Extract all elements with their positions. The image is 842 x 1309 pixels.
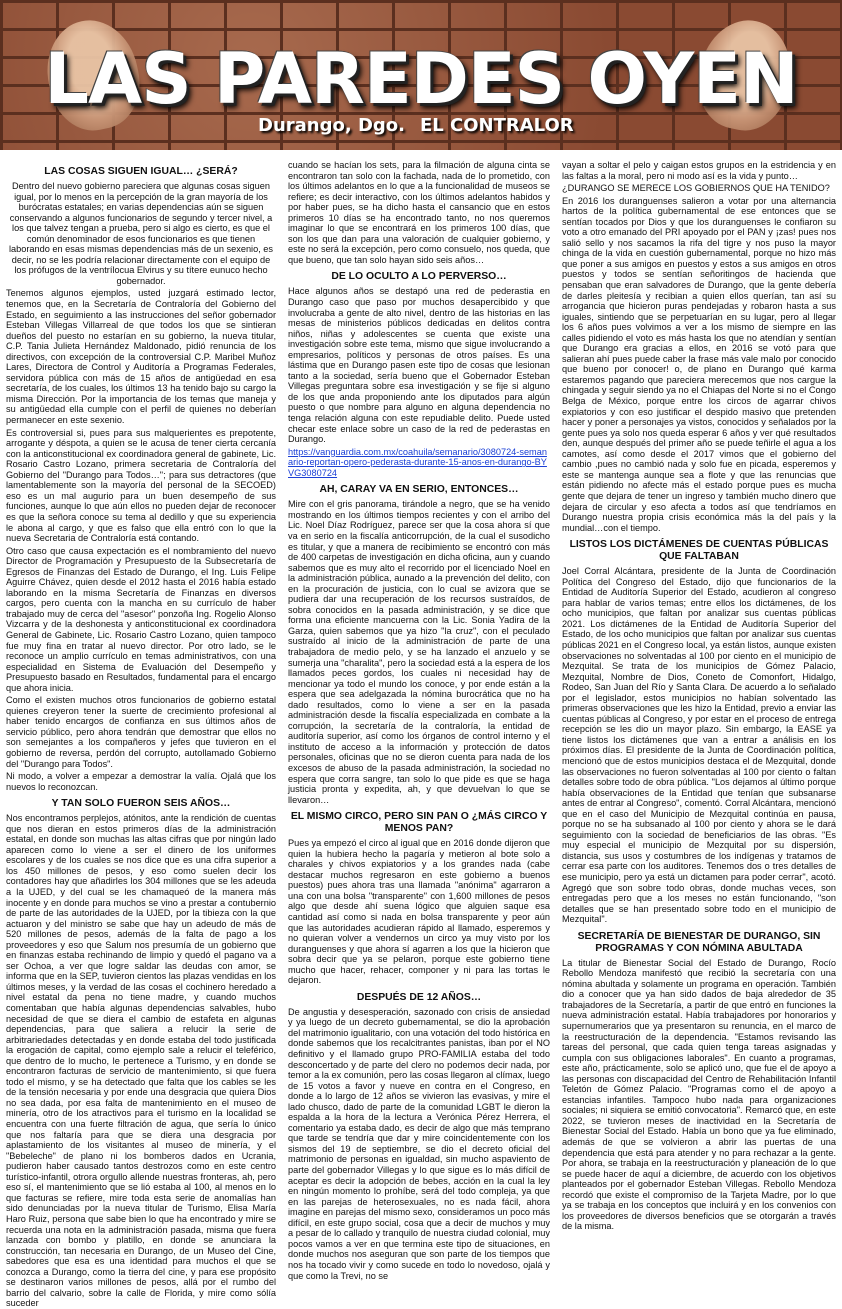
paragraph: Tenemos algunos ejemplos, usted juzgará estimado lector, tenemos que, en la Secretaría de Contraloría del Gobierno del Estado, en seguimiento a las instrucciones del señor gobernador Esteban Villegas Villarreal de que todos los que se sintieran dueños del puesto no estarían en su gobierno, la nueva titular, C.P. Tania Julieta Hernández Maldonado, pidió renuncia de los directivos, con excepción de la controversial C.P. Maribel Muñoz Lares, Directora de Control y Auditoría a Programas Federales, servidora pública con más de 15 años de antigüedad en esa secretaría, de los cuales, los últimos 13 ha tenido bajo su cargo la misma Dirección. Por la importancia de los temas que maneja y su antigüedad ella cumple con el perfil de quienes no deberían permanecer en este sexenio. bbox=[6, 288, 276, 426]
paragraph: Joel Corral Alcántara, presidente de la Junta de Coordinación Política del Congreso del Estado, dijo que funcionarios de la Entidad de Auditoría Superior del Estado, acudieron al congreso para hablar de varios temas; entre ellos los dictámenes, de los ocho municipios, que faltan por analizar sus cuentas públicas 2021. Los dictámenes de la Entidad de Auditoría Superior del Estado, de los ocho municipios que faltan por analizar sus cuentas públicas 2021 en el Congreso local, ya están listos, aunque existen observaciones no solventadas al 100 por ciento en el municipio de Mezquital. Se trata de los municipios de Gómez Palacio, Mezquital, Nombre de Dios, Coneto de Comonfort, Hidalgo, Rodeo, San Juan del Río y Santa Clara. De acuerdo a lo señalado por el legislador, estos municipios no habían solventado las primeras observaciones que les hizo la Entidad, previo a enviar las cuentas públicas al Congreso, y por estar en el proceso de entrega recepción se les dio un mayor plazo. Sin embargo, la EASE ya tiene listos los dictámenes que van a entrar a análisis en los próximos días. El presidente de la Junta de Coordinación política, mencionó que de estos municipios destaca el de Mezquital, donde las observaciones no fueron solventadas al 100 por ciento o faltan detalles sobre todo de obra pública. "Los dejamos al último porque había observaciones de la Entidad que tenían que subsanarse antes de entrar al Congreso", comentó. Corral Alcántara, mencionó que en el caso del Municipio de Mezquital continúa en pausa, porque no se ha subsanado al 100 por ciento y ahora se le dará seguimiento con la sociedad de beneficiarios de las obras. "Es muy especial el municipio de Mezquital por su dispersión, distancia, sus usos y costumbres de los indígenas y tratamos de cerrar esa parte con los auditores. Tenemos dos o tres detalles de ese municipio, pero ya está un dictamen para poder cerrar", acotó. Agregó que son sobre todo obras, donde muchas veces, son entregadas pero que a los meses no están funcionando, "son detalles que se han presentado sobre todo en el municipio de Mezquital". bbox=[562, 566, 836, 925]
section-heading: LISTOS LOS DICTÁMENES DE CUENTAS PÚBLICAS QUE FALTABAN bbox=[569, 539, 829, 563]
paragraph: Como el existen muchos otros funcionarios de gobierno estatal quienes creyeron tener la suerte de crecimiento profesional al haber tenido encargos de confianza en sus últimos años de servicio público, pero ahora tendrán que demostrar que ellos no son semejantes a los compañeros y jefes que tuvieron en el gobierno de reversa, perdón del corrupto, autollamado Gobierno del "Durango para Todos". bbox=[6, 695, 276, 769]
paragraph: En 2016 los duranguenses salieron a votar por una alternancia hartos de la política gubernamental de ese entonces que se sentían tocados por Dios y que los duranguenses le confiaron su voto a otro emanado del PRI apoyado por el PAN y ¡zas! pues nos salió sello y nos sacamos la rifa del tigre y nos puso la mayor chinga de la vida en cuestión gubernamental, porque no hizo más que poner a sus amigos en puestos y estos a sus amigos en otros puestos y todos se sentían señoritingos de hacienda que pensaban que eran salvadores de Durango, que la gente debería de darles pleitesía y recibian a quien ellos querían, tan así su arrogancia que hicieron puras pendejadas y robaron hasta a sus iguales, sintiendo que se perpetuarían en su lugar, pero al llegar los 6 años pues volvimos a ver a los mismo de siempre en las calles pidiendo el voto es más hasta los que no atendían y sentían que Durango era gracias a ellos, en 2016 se votó para que salieran ahí pues puede caber la frase más vale malo por conocido que bueno por conocer! o, de plano en Durango qué karma estaremos pagando que pareciera merecemos que nos cargue la chingada y seguir siendo ya no el Chiapas del Norte si no el Congo Belga de México, porque entre los circos de agarrar chivos expiatorios y con eso justificar el despido masivo que pretenden hacer y poner a personajes ya vistos, conocidos y señalados por la gente pues ya solo nos queda esperar 6 años y ver qué resultados den, aunque después del primer año se puede teñirle el agua a los camotes, así como desde el 2017 vimos que el gobierno del cambio ,pues no cambió nada y solo fue en picada, esperemos y este se mantenga aunque sea a flote y que las renuncias que están pidiendo no afecte más el estado porque pues es mucha gente que dejara de tener un ingreso y también mucho dinero que dejara de circular y eso afecta a todos así que tendríamos en Durango nuestra propia crisis económica más la del país y la mundial…con el tiempo. bbox=[562, 195, 836, 533]
paragraph: La titular de Bienestar Social del Estado de Durango, Rocío Rebollo Mendoza manifestó que recibió la secretaría con una nómina abultada y solamente un programa en operación. También dio a conocer que ya han sido dados de baja alrededor de 35 trabajadores de la Secretaría, a partir de que entró en funciones la nueva administración estatal. Había trabajadores por honorarios y supernumerarios que ya presentaron su renuncia, en el marco de la reestructuración de la dependencia. "Estamos revisando las tareas del personal, que cada quien tenga tareas asignadas y cumpla con sus obligaciones laborales". En cuanto a programas, este año, prácticamente, solo se aplicó uno, que fue el de apoyo a las personas con discapacidad del Centro de Rehabilitación Infantil Teletón de Gómez Palacio. "Programas como el de apoyo a estancias infantiles. Tampoco hubo nada para organizaciones sociales; ni siquiera se emitió convocatoria". Remarcó que, en este 2022, se tuvieron meses de inactividad en la Secretaría de Bienestar Social del Estado. Había un bono que ya fue eliminado, además de que se volvieron a abrir las puertas de una dependencia que está para atender y no para rechazar a la gente. Por ahora, se trabaja en la reestructuración y planeación de lo que se puede hacer de aquí a diciembre, de acuerdo con los objetivos planteados por el gobernador Esteban Villegas. Rebollo Mendoza recordó que existe el compromiso de la Tarjeta Madre, por lo que ya se trabaja en los conceptos que incluirá y en los convenios con los proveedores de diversos beneficios que se otorgarán a través de la misma. bbox=[562, 957, 836, 1232]
author-name: EL CONTRALOR bbox=[420, 115, 574, 136]
section-heading: LAS COSAS SIGUEN IGUAL… ¿SERÁ? bbox=[44, 166, 238, 177]
article-column-1 bbox=[6, 160, 277, 1309]
column-title: LAS PAREDES OYEN bbox=[44, 38, 798, 120]
article-column-2 bbox=[288, 160, 550, 1281]
section-heading: DESPUÉS DE 12 AÑOS… bbox=[356, 991, 482, 1003]
paragraph: Nos encontramos perplejos, atónitos, ante la rendición de cuentas que nos dieran en estos primeros días de la administración estatal, en donde son muchas las altas cifras que por ningún lado aparecen como lo viene a ser el dinero de los uniformes escolares y de los cuales se nos dice que es una cifra superior a los 450 millones de pesos, y eso como suelen decir los contadores hay que añadirles los 304 millones que se les adeuda a la UJED, y del cual se les chamaqueó de la manera más inocente y en donde para muchos se vino a prestar a contubernio de parte de las autoridades de la UJED, por la tibieza con la que actuaron y del ministro se sabe que hay un adeudo de más de 520 millones de pesos, además de la falta de pago a los proveedores y eso que Salum nos presumía de un gobierno que en finanzas estaba rechinando de limpio y quedó el pagano va a ser Ochoa, a ver que logre saldar las deudas con amor, se informa que en la SEP, tuvieron cientos las plazas vendidas en los últimos meses, y la verdad de las cosas el cochinero heredado a nivel estatal da pena no tiene madre, y cuando muchos comentaban que había algunas dependencias salvables, hubo necesidad de que se diera el cambio de estafeta en algunas dependencias, para que saliera a relucir la serie de arbitrariedades detectadas y en donde estaba del todo justificada la erogación de capital, como ejemplo sale a relucir el teleférico, que dentro de lo mucho, le pertenece a Turismo, y en donde se encontraron facturas de servicio de mantenimiento, si que fuera todo el mismo, y se ha detectado que falta que los cables se les de la tensión necesaria y por ende una desgracia que quiera Dios no sea dada, por esa falta de mantenimiento en el museo de minería, otro de los atractivos para el turismo en la localidad se encuentra con una fuerte filtración de agua, que sería lo único que nos faltaría para que se diera una desgracia por aplastamiento de los visitantes al museo de minería, y el "Bebeleche" de plano ni los bomberos dados en Ucrania, pudieron haber causado tantos destrozos como en este centro turístico-infantil, otrora orgullo allende nuestras fronteras, ah, pero eso sí, el mantenimiento que se lió estaba al 100, al menos en lo que facturas se refiere, mire toda esta serie de anomalías han sido denunciadas por la nueva titular de Turismo, Elisa María Haro Ruiz, persona que sabe bien lo que ha encontrado y mire se recuerda una nota en la administración pasada, misma que fuera lanzada con bombo y platillo, en donde se anunciara la construcción, tan necesaria en Durango, de un Museo del Cine, sabedores que esa es una identidad para muchos el que se conozca a Durango, como la tierra del cine, y para ese propósito se destinaron varios millones de pesos, allá por el rumbo del barrio del calvario, sobre la calle de Florida, y mire como sólía suceder bbox=[6, 813, 277, 1309]
paragraph: cuando se hacían los sets, para la filmación de alguna cinta se encontraron tan solo con la fachada, nada de lo prometido, con los últimos adelantos en lo que a la funcionalidad de museos se refiere; es decir interactivo, con los últimos adelantos habidos y por haber pues, se ha dicho hasta el cansancio que en estos primeros 10 días se ha encontrado tanto, no nos queremos imaginar lo que se encontrará en los primeros 100 días, que son los que dan para una valoración de cualquier gobierno, y este no será la excepción, pero como consuelo, nos queda, que que bueno, que tan solo hayan sido seis años… bbox=[288, 160, 550, 265]
paragraph: Otro caso que causa expectación es el nombramiento del nuevo Director de Programación y Presupuesto de la Subsecretaría de Egresos de Finanzas del Estado de Durango, el Ing. Luis Felipe Aguirre Chávez, quien desde el 2012 hasta el 2016 había estado laborando en la misma Secretaría de Finanzas en diversos cargos, pero cuenta con la mancha en su currículo de haber trabajado muy de cerca del "asesor" ponzoña Ing. Rogelio Alonso Vizcarra y de la deshonesta y anticonstitucional ex coordinadora General de Gabinete, Lic. Rosario Castro Lozano, quien tampoco fue muy fina en tratar al nuevo director. Por otro lado, se le reconoce un amplio currículo en temas administrativos, con una especialidad en Sistema de Evaluación del Desempeño y Presupuesto basado en Resultados, fundamental para el encargo que ahora inicia. bbox=[6, 545, 276, 693]
section-heading: DE LO OCULTO A LO PERVERSO… bbox=[331, 271, 507, 283]
section-heading: Y TAN SOLO FUERON SEIS AÑOS… bbox=[51, 798, 231, 810]
paragraph: Mire con el gris panorama, tirándole a negro, que se ha venido mostrando en los últimos tiempos recientes y con el arribo del Lic. Noel Díaz Rodríguez, parece ser que la cosa ahora sí que va en serio en la fiscalía anticorrupción, de la cual el susodicho es titular, y que a manera de recibimiento se encontró con más de 400 carpetas de investigación en dicha oficina, aun y cuando sabemos que es muy alto el recorrido por el licenciado Noel en la administración pública, aunado a la prevención del delito, con en la procuración de justicia, con lo cual se avizora que se pudiera dar una recuperación de los recursos sustraídos, de sobra conocidos en la pasada administración, y se dice que forma una eficiente mancuerna con la Lic. Sonia Yadira de la Garza, quien sabemos que ya hizo "la cruz", con el peculado sustraído al inicio de la administración de parte de una trabajadora de medio pelo, y se ha lanzado el anzuelo y se sumerja una "charalita", pero la sociedad está a la espera de los llamados peces gordos, los cuales ni necesidad hay de mencionar ya todo el mundo los conoce, y por ende están a la espera que sea adelgazada la nómina burocrática que no ha dado resultados, como lo viene a ser en la pasada administración desde la fiscalía especializada en combate a la corrupción, la secretaría de la contraloría, la entidad de auditoría superior, así como los órganos de control interno y el instituto de acceso a la información y protección de datos personales, oficinas que no se dieron cuenta para nada de los excesos de abuso de la pasada administración, la sociedad no espera que corra sangre, tan solo lo que pide es que se haga justicia pronta y expedita, ah, y que devuelvan lo que se llevaron… bbox=[288, 499, 550, 805]
paragraph: De angustia y desesperación, sazonado con crisis de ansiedad y ya luego de un decreto gubernamental, se dio la aprobación del matrimonio igualitario, con una votación del todo histórica en donde sabemos que los recalcitrantes panistas, iban por el NO definitivo y el llamado grupo PRO-FAMILIA estaba del todo desconcertado y de parte del clero no podemos decir nada, por temor a la ex comunión, pero las cosas llegaron al clímax, luego de 15 votos a favor y nueve en contra en el Congreso, en donde a lo largo de 12 años se vivieron las evasivas, y mire el lado chusco, dado de parte de la comunidad LGBT le dieron la espalda a la hora de la lectura a Verónica Pérez Herrera, el comentario ya estaba dado, es decir de algo que más temprano que tarde se tendría que dar y mire coincidentemente con los sismos del 19 de septiembre, se dio el decreto oficial del matrimonio de personas en igualdad, sin mucho aspaviento de parte del gobernador Villegas y lo que sigue es lo más difícil de aceptar es decir la adopción de bebes, acción en la cual la ley en ningún momento lo prohíbe, será del todo compleja, ya que en las parejas de heterosexuales, no es nada fácil, ahora imagine en parejas del mismo sexo, consideramos un poco más difícil, en este grupo social, cosa que a decir de muchos y muy a pesar de lo callado y tranquilo de nuestra ciudad colonial, muy pocos vamos a ver en que termina este tipo de situaciones, en donde muchos nos aseguran que son parte de los tiempos que nos ha tocado vivir y como sucede en todo lo novedoso, ojalá y que como la Trevi, no se bbox=[288, 1006, 550, 1281]
article-column-3 bbox=[562, 160, 836, 1250]
paragraph: Pues ya empezó el circo al igual que en 2016 donde dijeron que quien la hubiera hecho la pagaría y metieron al bote solo a charales y chivos expiatorios y a los grandes nada (cabe destacar muchos regresaron en este gobierno a buenos puestos) pues ahora tras una llamada "anónima" agarraron a una con una bolsa "transparente" con 1,600 millones de pesos algo que desde ahí suena lógico que alguien saque esa cantidad así como si nada en bolsa transparente y peor aún que las autoridades acudieran rápido al llamado, esperemos y no quieran volver a vendernos un circo ya muy visto por los duranguenses y que ahora sí agarren a los que la hicieron que sobra decir que ya se pelaron, porque este gobierno tiene mucho que hacer, rehacer, componer y ni para las tortas le dejaron. bbox=[288, 838, 550, 986]
section-heading: SECRETARÍA DE BIENESTAR DE DURANGO, SIN PROGRAMAS Y CON NÓMINA ABULTADA bbox=[577, 930, 821, 954]
paragraph: Dentro del nuevo gobierno pareciera que algunas cosas siguen igual, por lo menos en la percepción de la gran mayoría de los burócratas estatales; en varias dependencias aún se siguen conservando a algunos funcionarios de segundo y tercer nivel, a los que talvez tengan a prueba, pero si algo es cierto, es que el común denominador de esos funcionarios es que tienen laborando en esas mismas dependencias más de un sexenio, es decir, no se les podría relacionar directamente con el equipo de los prófugos de la ventrílocua Elvirus y su títere eunuco hecho gobernador. bbox=[8, 181, 274, 286]
paragraph: vayan a soltar el pelo y caigan estos grupos en la estridencia y en las faltas a la moral, pero ni modo así es la vida y punto… bbox=[562, 160, 836, 181]
section-heading: EL MISMO CIRCO, PERO SIN PAN O ¿MÁS CIRCO Y MENOS PAN? bbox=[290, 811, 548, 835]
paragraph: ¿DURANGO SE MERECE LOS GOBIERNOS QUE HA TENIDO? bbox=[562, 183, 830, 194]
paragraph: Hace algunos años se destapó una red de pederastia en Durango caso que paso por muchos desapercibido y que involucraba a gente de alto nivel, dentro de las historias en las mesas de ministerios públicos dedicadas en delitos contra niños, niñas y adolescentes se cuenta que existe una investigación sobre este tema, mismo que sigue involucrando a empresarios, políticos y personas de otros países. Es una lástima que en Durango pasen este tipo de cosas que lesionan tanto a la sociedad, sería bueno que el Gobernador Esteban Villegas preguntara sobre esa investigación y se fije si alguno de los que anda proponiendo ante los diputados para algún puesto o que nombre para alguno en alguna dependencia no tenga relación alguna con este repudiable delito. Puede usted checar este enlace sobre un caso de la red de pederastas en Durango. bbox=[288, 286, 550, 445]
article-link[interactable]: https://vanguardia.com.mx/coahuila/semanario/3080724-semanario-reportan-opero-pederasta-durante-15-anos-en-durango-BYVG3080724 bbox=[288, 446, 547, 478]
paragraph: Es controversial si, pues para sus malquerientes es prepotente, arrogante y déspota, a quien se le acusa de tener cierta cercanía con la anticonstitucional ex coordinadora general de gabinete, Lic. Rosario Castro Lozano, primera secretaria de Contraloría del Gobierno del "Durango para Todos…"; para sus detractores (que lamentablemente son la mayoría del personal de la SECOED) eso es un mal augurio para un buen desempeño de sus funciones, aunque lo que aún ellos no pueden dejar de reconocer es que la señora conoce su tema al dedillo y que su experiencia le abona al cargo, y que es falso que ella entró con lo que la nueva Secretaria de Contraloría está contando. bbox=[6, 427, 276, 544]
section-heading: AH, CARAY VA EN SERIO, ENTONCES… bbox=[319, 484, 519, 496]
city-dateline: Durango, Dgo. bbox=[258, 115, 405, 136]
masthead-banner bbox=[0, 0, 842, 150]
paragraph: Ni modo, a volver a empezar a demostrar la valía. Ojalá que los nuevos lo reconozcan. bbox=[6, 771, 276, 792]
